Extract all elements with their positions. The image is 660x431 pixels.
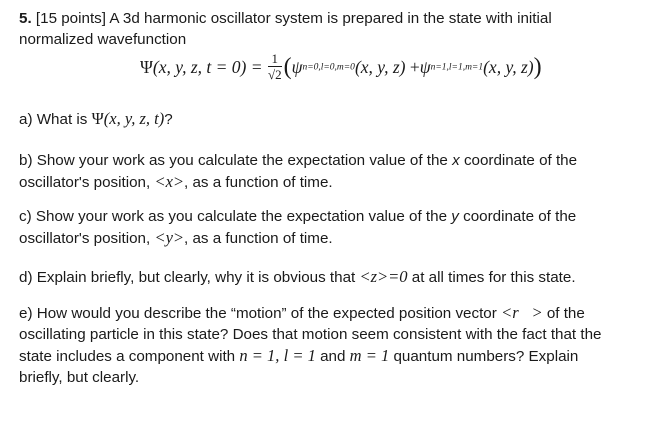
part-e-line2: oscillating particle in this state? Does that motion seem consistent with the fact that the xyxy=(19,326,602,343)
part-e-n-eq: n = 1, xyxy=(239,346,280,365)
part-d-pre: d) Explain briefly, but clearly, why it is obvious that xyxy=(19,269,356,286)
part-e-m-eq: m = 1 xyxy=(349,346,390,365)
part-c xyxy=(19,206,644,249)
part-b-line2-post: , as a function of time. xyxy=(184,174,333,191)
eq-close-paren: ) xyxy=(533,54,542,80)
part-b-expect-x: <x> xyxy=(154,172,185,191)
part-b-var: x xyxy=(452,152,460,169)
part-e-line3-pre: state includes a component with xyxy=(19,348,236,365)
eq-plus: + xyxy=(409,57,420,77)
eq-fraction xyxy=(268,52,282,83)
part-c-line1-pre: c) Show your work as you calculate the expectation value of the xyxy=(19,208,448,225)
problem-points: [15 points] xyxy=(35,10,106,27)
eq-psi1: ψ xyxy=(291,57,303,77)
part-e xyxy=(19,302,644,388)
part-e-line1-pre: e) How would you describe the “motion” of the expected position vector xyxy=(19,305,497,322)
part-e-l-eq: l = 1 xyxy=(283,346,316,365)
part-e-line1-post: of the xyxy=(546,305,585,322)
part-d-post: at all times for this state. xyxy=(411,269,576,286)
part-a-text: a) What is xyxy=(19,111,88,128)
eq-psi1-sub: n=0,l=0,m=0 xyxy=(302,62,355,73)
eq-psi2: ψ xyxy=(419,57,431,77)
part-b-line1-post: coordinate of the xyxy=(463,152,578,169)
part-c-var: y xyxy=(451,208,459,225)
eq-psi-capital: Ψ xyxy=(140,57,153,77)
eq-frac-numerator: 1 xyxy=(268,52,282,67)
part-c-line2-post: , as a function of time. xyxy=(184,230,333,247)
eq-psi1-args: (x, y, z) xyxy=(354,57,406,77)
eq-open-paren: ( xyxy=(283,54,292,80)
part-b-line1-pre: b) Show your work as you calculate the expectation value of the xyxy=(19,152,448,169)
part-b-line2-pre: oscillator's position, xyxy=(19,174,151,191)
part-c-expect-y: <y> xyxy=(154,228,185,247)
part-d-expect-z: <z>=0 xyxy=(359,267,408,286)
part-b xyxy=(19,150,644,193)
problem-intro xyxy=(19,8,644,50)
part-a xyxy=(19,108,644,130)
problem-intro-line1: A 3d harmonic oscillator system is prepared in the state with initial xyxy=(109,10,552,27)
part-e-and: and xyxy=(320,348,346,365)
eq-psi2-args: (x, y, z) xyxy=(483,57,534,77)
part-a-psi: Ψ xyxy=(91,109,104,128)
part-d xyxy=(19,266,644,288)
wavefunction-equation xyxy=(140,52,542,96)
eq-psi2-sub: n=1,l=1,m=1 xyxy=(430,62,484,73)
eq-lhs-args: (x, y, z, t = 0) = xyxy=(152,57,263,77)
problem-number: 5. xyxy=(19,10,32,27)
part-a-qmark: ? xyxy=(164,111,173,128)
problem-intro-line2: normalized wavefunction xyxy=(19,31,187,48)
part-e-line4: briefly, but clearly. xyxy=(19,369,140,386)
part-c-line1-post: coordinate of the xyxy=(463,208,577,225)
part-e-expect-r: <r⃗> xyxy=(501,303,543,322)
eq-frac-denominator: √2 xyxy=(267,67,282,82)
part-c-line2-pre: oscillator's position, xyxy=(19,230,151,247)
part-a-args: (x, y, z, t) xyxy=(103,109,165,128)
part-e-line3-post: quantum numbers? Explain xyxy=(393,348,579,365)
